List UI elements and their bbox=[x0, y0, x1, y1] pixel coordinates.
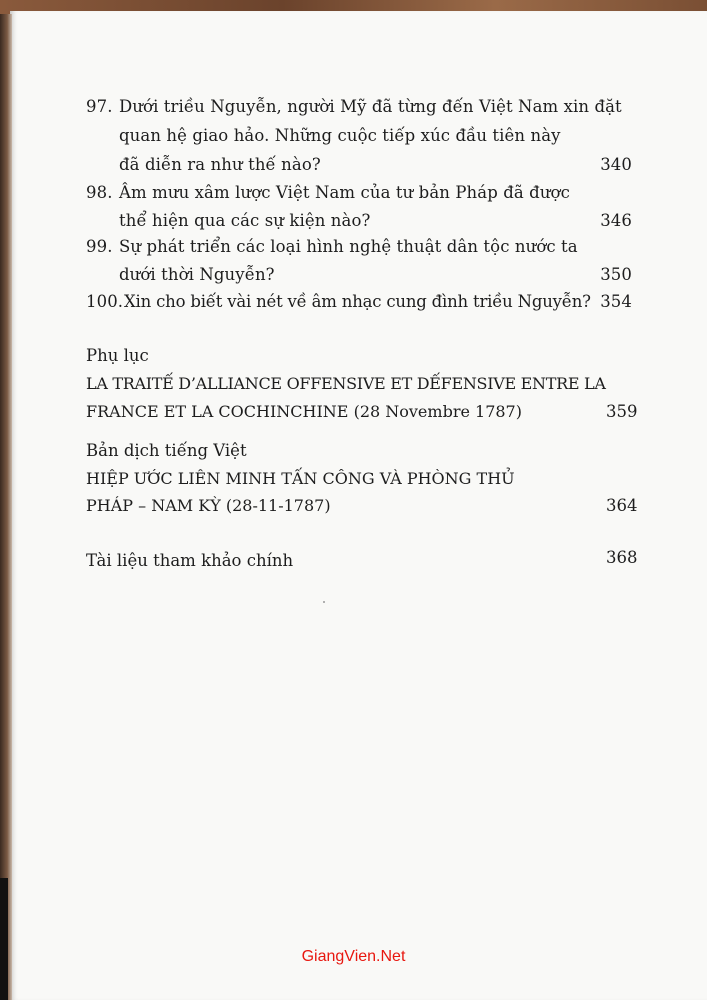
entry-text-line: đã diễn ra như thế nào? bbox=[119, 155, 321, 174]
print-speck bbox=[323, 601, 325, 603]
book-spine-shadow bbox=[0, 14, 12, 1000]
appendix-title-line: FRANCE ET LA COCHINCHINE (28 Novembre 1787) bbox=[86, 402, 522, 421]
entry-text-line: Âm mưu xâm lược Việt Nam của tư bản Pháp đã được bbox=[119, 183, 570, 202]
entry-text-line: quan hệ giao hảo. Những cuộc tiếp xúc đầu tiên này bbox=[119, 126, 561, 145]
references-label: Tài liệu tham khảo chính bbox=[86, 551, 294, 570]
entry-text-line: Dưới triều Nguyễn, người Mỹ đã từng đến Việt Nam xin đặt bbox=[119, 97, 622, 116]
entry-number: 100. bbox=[86, 292, 124, 311]
appendix-page-number: 359 bbox=[606, 402, 638, 421]
translation-title-line: HIỆP ƯỚC LIÊN MINH TẤN CÔNG VÀ PHÒNG THỦ bbox=[86, 469, 515, 488]
watermark: GiangVien.Net bbox=[301, 948, 406, 965]
entry-page-number: 354 bbox=[600, 292, 632, 311]
translation-page-number: 364 bbox=[606, 496, 638, 515]
entry-number: 98. bbox=[86, 183, 113, 202]
entry-page-number: 350 bbox=[600, 265, 632, 284]
entry-number: 99. bbox=[86, 237, 113, 256]
entry-number: 97. bbox=[86, 97, 113, 116]
translation-heading: Bản dịch tiếng Việt bbox=[86, 441, 247, 460]
entry-text-line: Xin cho biết vài nét về âm nhạc cung đình triều Nguyễn? bbox=[124, 292, 591, 311]
entry-text-line: thể hiện qua các sự kiện nào? bbox=[119, 211, 371, 230]
appendix-title-line: LA TRAITẾ D’ALLIANCE OFFENSIVE ET DẾFENSIVE ENTRE LA bbox=[86, 374, 606, 393]
entry-page-number: 340 bbox=[600, 155, 632, 174]
appendix-heading: Phụ lục bbox=[86, 346, 149, 365]
entry-text-line: dưới thời Nguyễn? bbox=[119, 265, 275, 284]
entry-text-line: Sự phát triển các loại hình nghệ thuật dân tộc nước ta bbox=[119, 237, 578, 256]
entry-page-number: 346 bbox=[600, 211, 632, 230]
page-edge-shadow bbox=[0, 878, 8, 1000]
translation-title-line: PHÁP – NAM KỲ (28-11-1787) bbox=[86, 496, 331, 515]
references-page-number: 368 bbox=[606, 548, 638, 567]
